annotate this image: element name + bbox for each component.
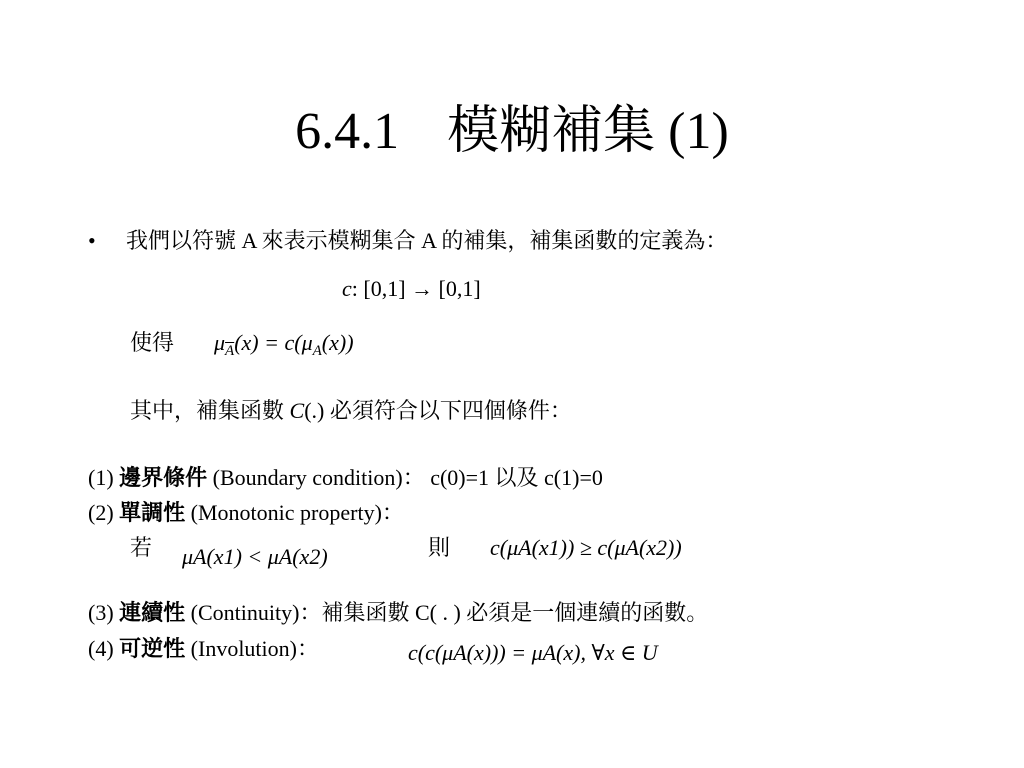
condition-english: (Involution)： <box>190 636 319 661</box>
conditions-intro <box>130 396 572 426</box>
condition-involution <box>88 634 319 664</box>
then-label: 則 <box>428 535 451 560</box>
complement-definition-formula <box>214 328 354 358</box>
set-subscript: A <box>312 343 322 359</box>
complement-function-symbol: C <box>289 398 305 423</box>
condition-name: 可逆性 <box>119 636 186 661</box>
condition-number: (1) <box>88 465 114 490</box>
condition-english: (Continuity)： <box>190 600 322 625</box>
mu-symbol: μ <box>214 330 226 355</box>
conditions-intro-prefix: 其中，補集函數 <box>130 398 285 423</box>
slide-title <box>0 100 1024 164</box>
condition-name: 邊界條件 <box>119 465 208 490</box>
if-formula: μA(x1) < μA(x2) <box>182 544 328 569</box>
formula-end: (x)) <box>321 330 354 355</box>
mapping-formula <box>342 274 481 304</box>
conditions-intro-suffix: 必須符合以下四個條件： <box>329 398 572 423</box>
then-formula: c(μA(x1)) ≥ c(μA(x2)) <box>490 535 682 560</box>
such-that-label: 使得 <box>130 330 175 355</box>
mapping-rest: : [0,1] → [0,1] <box>351 276 481 301</box>
complement-function-arg: (.) <box>304 398 325 423</box>
title-number: 6.4.1 <box>295 103 400 160</box>
condition-monotonic <box>88 498 404 528</box>
mapping-lhs: c <box>342 276 352 301</box>
complement-subscript: A <box>225 343 235 359</box>
condition-detail: 補集函數 C( . ) 必須是一個連續的函數。 <box>321 600 709 625</box>
condition-detail: c(0)=1 以及 c(1)=0 <box>430 465 603 490</box>
bullet-marker: • <box>88 228 96 253</box>
condition-number: (2) <box>88 500 114 525</box>
condition-name: 連續性 <box>119 600 186 625</box>
title-text: 模糊補集 (1) <box>447 103 729 160</box>
mu-symbol: μ <box>301 330 313 355</box>
condition-english: (Boundary condition)： <box>212 465 425 490</box>
condition-name: 單調性 <box>119 500 186 525</box>
bullet-text: 我們以符號 A 來表示模糊集合 A 的補集，補集函數的定義為： <box>126 228 728 253</box>
if-label: 若 <box>130 535 153 560</box>
condition-continuity <box>88 598 708 628</box>
condition-english: (Monotonic property)： <box>190 500 404 525</box>
condition-number: (3) <box>88 600 114 625</box>
condition-boundary <box>88 463 603 493</box>
condition-number: (4) <box>88 636 114 661</box>
involution-formula: c(c(μA(x))) = μA(x), ∀x ∈ U <box>408 640 658 665</box>
formula-middle: (x) = c( <box>234 330 302 355</box>
